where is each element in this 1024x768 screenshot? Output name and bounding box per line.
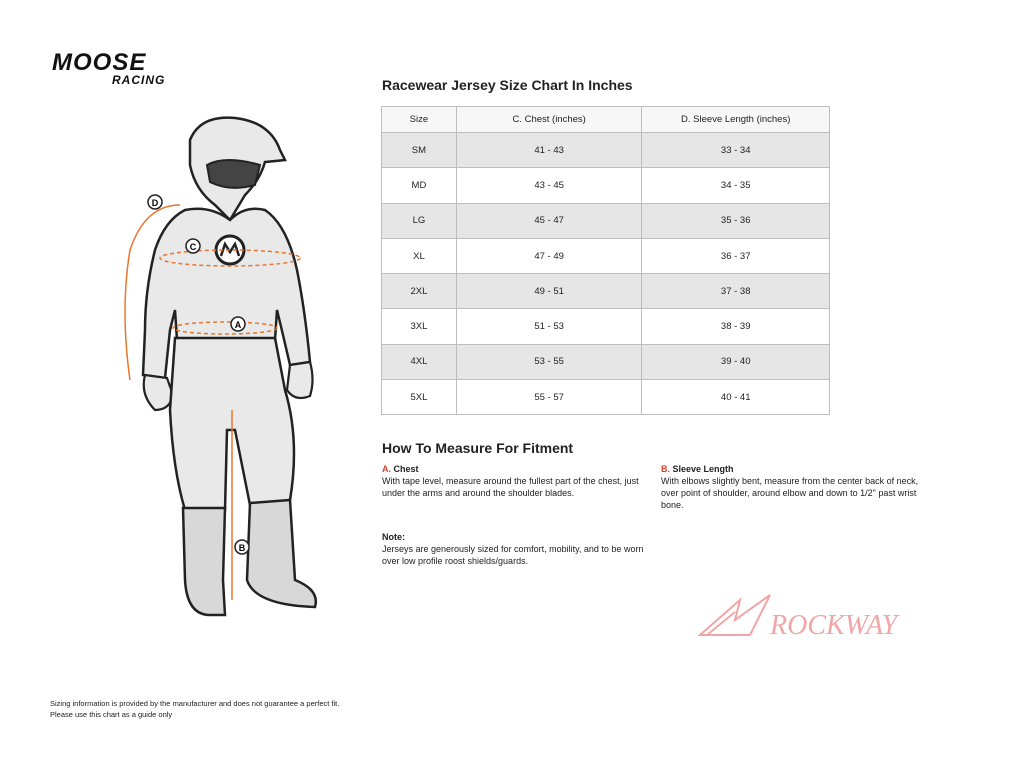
table-row xyxy=(382,380,830,415)
note-label: Note: xyxy=(382,532,405,542)
chest-instructions xyxy=(382,463,642,499)
column-header-sleeve: D. Sleeve Length (inches) xyxy=(642,107,830,133)
note-text: Jerseys are generously sized for comfort, mobility, and to be worn over low profile roost shields/guards. xyxy=(382,544,644,566)
chest-cell: 43 - 45 xyxy=(456,168,642,203)
chest-cell: 49 - 51 xyxy=(456,274,642,309)
sleeve-heading xyxy=(661,463,926,475)
marker-d: D xyxy=(151,198,159,208)
size-cell: 5XL xyxy=(382,380,457,415)
size-chart-table xyxy=(381,106,830,415)
column-header-chest: C. Chest (inches) xyxy=(456,107,642,133)
chest-text: With tape level, measure around the fullest part of the chest, just under the arms and around the shoulder blades. xyxy=(382,476,639,498)
table-row xyxy=(382,344,830,379)
chest-cell: 55 - 57 xyxy=(456,380,642,415)
rider-measurement-illustration xyxy=(115,110,335,630)
chest-letter: A. xyxy=(382,464,391,474)
sleeve-cell: 33 - 34 xyxy=(642,133,830,168)
disclaimer-line-1: Sizing information is provided by the manufacturer and does not guarantee a perfect fit. xyxy=(50,699,340,708)
table-row xyxy=(382,274,830,309)
size-chart-title: Racewear Jersey Size Chart In Inches xyxy=(382,77,633,93)
chest-cell: 53 - 55 xyxy=(456,344,642,379)
size-cell: MD xyxy=(382,168,457,203)
size-cell: LG xyxy=(382,203,457,238)
sleeve-label: Sleeve Length xyxy=(672,464,734,474)
size-cell: 4XL xyxy=(382,344,457,379)
disclaimer-line-2: Please use this chart as a guide only xyxy=(50,710,173,719)
table-row xyxy=(382,309,830,344)
chest-cell: 45 - 47 xyxy=(456,203,642,238)
size-cell: 2XL xyxy=(382,274,457,309)
size-cell: 3XL xyxy=(382,309,457,344)
rockway-logo-icon xyxy=(695,590,945,640)
sleeve-cell: 34 - 35 xyxy=(642,168,830,203)
watermark-text: ROCKWAY xyxy=(770,610,898,640)
logo-text: MOOSE xyxy=(52,49,147,76)
chest-heading xyxy=(382,463,642,475)
table-row xyxy=(382,133,830,168)
sleeve-cell: 37 - 38 xyxy=(642,274,830,309)
size-cell: XL xyxy=(382,238,457,273)
table-row xyxy=(382,238,830,273)
moose-racing-logo-icon xyxy=(50,48,210,88)
sleeve-cell: 40 - 41 xyxy=(642,380,830,415)
sleeve-text: With elbows slightly bent, measure from the center back of neck, over point of shoulder, around elbow and down to 1/2" past wrist bone. xyxy=(661,476,919,510)
table-header-row xyxy=(382,107,830,133)
chest-cell: 51 - 53 xyxy=(456,309,642,344)
sleeve-letter: B. xyxy=(661,464,670,474)
marker-c: C xyxy=(189,242,197,252)
marker-b: B xyxy=(238,543,246,553)
chest-label: Chest xyxy=(393,464,419,474)
disclaimer xyxy=(50,698,339,720)
marker-a: A xyxy=(234,320,242,330)
chest-cell: 47 - 49 xyxy=(456,238,642,273)
sleeve-cell: 35 - 36 xyxy=(642,203,830,238)
logo-subtext: RACING xyxy=(112,73,166,87)
note-block xyxy=(382,531,652,567)
chest-cell: 41 - 43 xyxy=(456,133,642,168)
sleeve-cell: 38 - 39 xyxy=(642,309,830,344)
size-cell: SM xyxy=(382,133,457,168)
table-row xyxy=(382,203,830,238)
measure-section-title: How To Measure For Fitment xyxy=(382,440,574,456)
sleeve-cell: 36 - 37 xyxy=(642,238,830,273)
column-header-size: Size xyxy=(382,107,457,133)
table-row xyxy=(382,168,830,203)
sleeve-cell: 39 - 40 xyxy=(642,344,830,379)
sleeve-instructions xyxy=(661,463,926,511)
